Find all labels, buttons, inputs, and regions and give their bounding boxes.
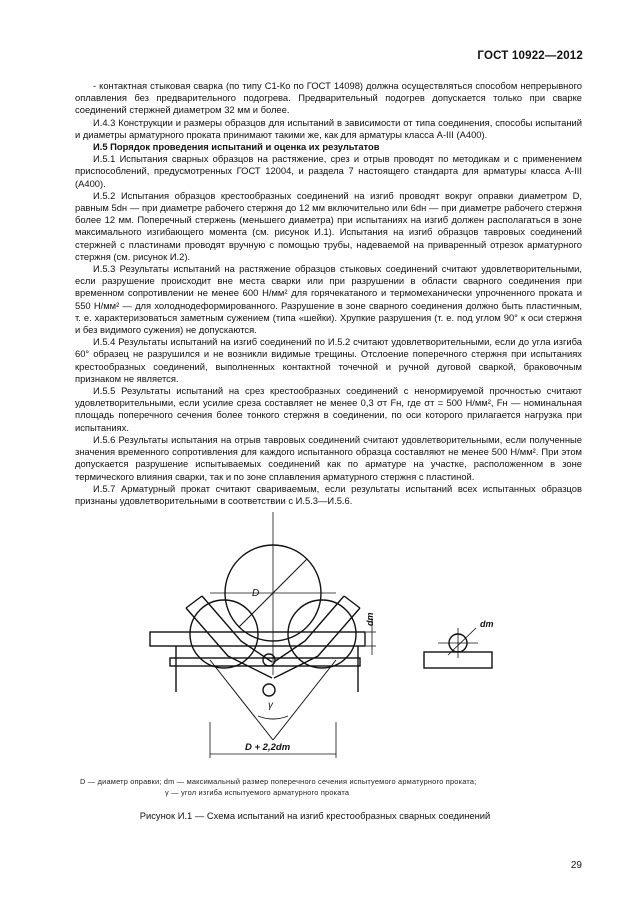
paragraph-contact-welding: - контактная стыковая сварка (по типу С1-Ко по ГОСТ 14098) должна осуществляться способом непрерывного оплавления без предварительного подогрева. Предварительный подогрев допускается только при сварке соединений стержней диаметром 32 мм и более. (75, 80, 582, 116)
paragraph-i-5-2: И.5.2 Испытания образцов крестообразных соединений на изгиб проводят вокруг оправки диаметром D, равным 5dн — при диаметре рабочего стержня до 12 мм включительно или 6dн — при диаметре рабочего стержня более 12 мм. Поперечный стержень (меньшего диаметра) при испытаниях на изгиб должен располагаться в зоне максимального изгибающего момента (см. рисунок И.1). Испытания на изгиб образцов тавровых соединений стержней с пластинами проводят вручную с помощью трубы, надеваемой на приваренный отрезок арматурного стержня (см. рисунок И.2). (75, 189, 582, 262)
bend-test-diagram (140, 510, 500, 770)
transverse-bar-lower (263, 684, 275, 696)
figure-legend (80, 776, 580, 798)
side-dm-label: dm (480, 619, 494, 629)
paragraph-i-5-7: И.5.7 Арматурный прокат считают свариваемым, если результаты испытаний всех испытанных образцов признаны удовлетворительными в соответствии с И.5.3—И.5.6. (75, 482, 582, 506)
paragraph-i-5-1: И.5.1 Испытания сварных образцов на растяжение, срез и отрыв проводят по методикам и с применением приспособлений, предусмотренных ГОСТ 12004, и раздела 7 настоящего стандарта для арматуры класса А-III (А400). (75, 153, 582, 189)
width-dimension-label: D + 2,2dm (245, 742, 291, 753)
figure-caption: Рисунок И.1 — Схема испытаний на изгиб крестообразных сварных соединений (139, 810, 491, 821)
paragraph-i-4-3: И.4.3 Конструкции и размеры образцов для испытаний в зависимости от типа соединения, способы испытаний и диаметры арматурного проката принимают такими же, как для арматуры класса А-III (А400). (75, 116, 582, 140)
gamma-label: γ (268, 700, 273, 711)
paragraph-i-5-4: И.5.4 Результаты испытаний на изгиб соединений по И.5.2 считают удовлетворительными, если до угла изгиба 60° образец не разрушился и не возникли видимые трещины. Отслоение поперечного стержня при испытаниях крестообразных соединений, выполненных контактной точечной и ручной дуговой сваркой, браковочным признаком не является. (75, 336, 582, 384)
vertical-dm-label: dm (365, 612, 375, 626)
section-heading-i-5: И.5 Порядок проведения испытаний и оценка их результатов (93, 141, 380, 153)
legend-line-2: γ — угол изгиба испытуемого арматурного проката (165, 788, 350, 797)
paragraph-i-5-3: И.5.3 Результаты испытаний на растяжение образцов стыковых соединений считают удовлетворительными, если разрушение происходит вне места сварки или при разрушении в области сварного соединения при временном сопротивлении не менее 600 Н/мм² для горячекатаного и термомеханически упрочненного проката и 550 Н/мм² — для холоднодеформированного. Разрушение в зоне сварного соединения должно быть пластичным, т. е. характеризоваться заметным сужением (типа «шейки). Хрупкие разрушения (т. е. под углом 90° к оси стержня и без видимого сужения) не допускаются. (75, 263, 582, 336)
legend-line-1: D — диаметр оправки; dm — максимальный размер поперечного сечения испытуемого арматурного проката; (80, 777, 477, 786)
mandrel-d-label: D (252, 588, 260, 599)
body-text (75, 80, 582, 507)
paragraph-i-5-6: И.5.6 Результаты испытания на отрыв тавровых соединений считают удовлетворительными, если полученные значения временного сопротивления для каждого испытанного образца составляют не менее 500 Н/мм². При этом допускается разрушение испытываемых соединений как по арматуре на участке, расположенном в зоне термического влияния сварки, так и по зоне сплавления арматурного стержня с пластиной. (75, 433, 582, 482)
document-header: ГОСТ 10922—2012 (477, 50, 583, 62)
page-number: 29 (570, 860, 582, 871)
paragraph-i-5-5: И.5.5 Результаты испытаний на срез крестообразных соединений с ненормируемой прочностью считают удовлетворительными, если усилие среза составляет не менее 0,3 σт Fн, где σт = 500 Н/мм², Fн — номинальная площадь поперечного сечения более тонкого стержня в соединении, по оси которого прилагается нагрузка при испытаниях. (75, 385, 582, 433)
